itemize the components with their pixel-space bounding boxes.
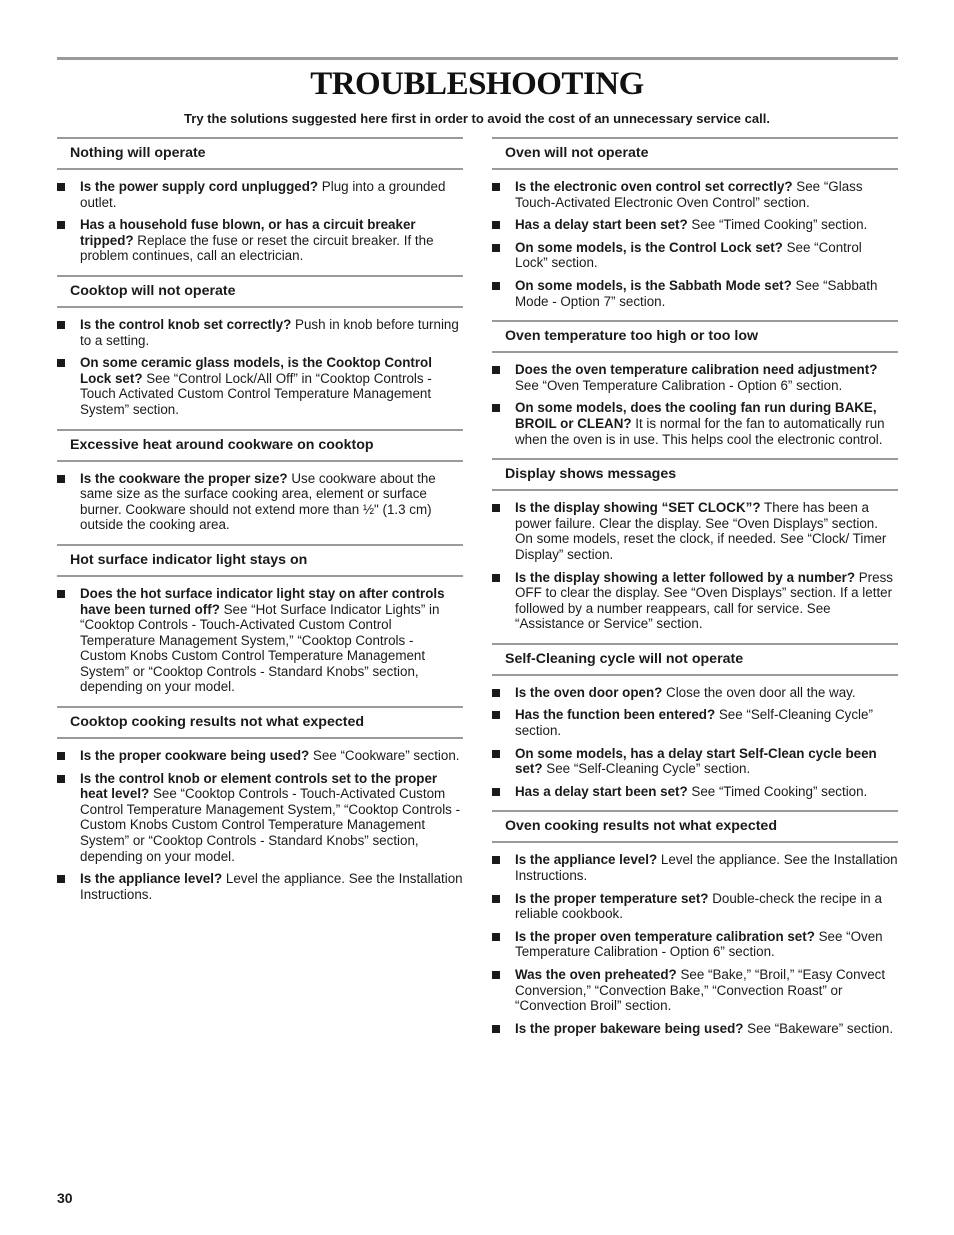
item-answer: Use cookware about the same size as the surface cooking area, element or surface burner. Cookware should not extend more than ½" (1.3 cm) outside the cooking area. (80, 470, 436, 533)
list-item (57, 179, 463, 210)
list-item (492, 400, 898, 447)
item-list (57, 586, 463, 695)
section-heading: Cooktop will not operate (57, 275, 463, 308)
item-answer: See “Glass Touch-Activated Electronic Oven Control” section. (515, 179, 863, 210)
list-item (492, 500, 898, 562)
item-question: Was the oven preheated? (515, 967, 677, 982)
item-question: Is the control knob or element controls set to the proper heat level? (80, 770, 438, 802)
item-answer: See “Self-Cleaning Cycle” section. (542, 761, 751, 777)
list-item (57, 748, 463, 764)
item-question: Is the proper cookware being used? (80, 748, 310, 764)
item-question: Has a delay start been set? (515, 217, 688, 233)
item-question: On some models, does the cooling fan run during BAKE, BROIL or CLEAN? (515, 400, 877, 431)
page-title: TROUBLESHOOTING (310, 66, 644, 102)
list-item (57, 871, 463, 902)
list-item (492, 179, 898, 210)
item-question: Is the proper temperature set? (515, 890, 709, 906)
left-column (57, 137, 463, 913)
item-list (492, 362, 898, 447)
item-answer: See “Oven Temperature Calibration - Option 6” section. (515, 928, 883, 960)
item-answer: See “Cookware” section. (309, 748, 460, 764)
square-bullet-icon (57, 321, 65, 329)
page-number: 30 (57, 1190, 73, 1206)
item-question: Has a household fuse blown, or has a circuit breaker tripped? (80, 217, 416, 248)
list-item (492, 852, 898, 883)
item-question: On some models, is the Sabbath Mode set? (515, 277, 792, 293)
square-bullet-icon (492, 689, 500, 697)
item-question: Has a delay start been set? (515, 783, 688, 799)
list-item (492, 362, 898, 393)
right-column (492, 137, 898, 1047)
list-item (492, 967, 898, 1014)
list-item (57, 471, 463, 533)
square-bullet-icon (57, 775, 65, 783)
item-answer: Double-check the recipe in a reliable cookbook. (515, 890, 882, 922)
troubleshooting-section (492, 643, 898, 800)
item-answer: See “Oven Temperature Calibration - Option 6” section. (515, 377, 843, 393)
troubleshooting-section (492, 320, 898, 447)
item-answer: See “Timed Cooking” section. (687, 217, 868, 233)
item-answer: There has been a power failure. Clear the display. See “Oven Displays” section. On some models, reset the clock, if needed. See “Clock/ Timer Display” section. (515, 500, 887, 562)
list-item (492, 746, 898, 777)
item-question: Does the oven temperature calibration need adjustment? (515, 362, 878, 378)
list-item (492, 240, 898, 271)
square-bullet-icon (492, 895, 500, 903)
square-bullet-icon (57, 359, 65, 367)
item-answer: See “Self-Cleaning Cycle” section. (515, 707, 873, 739)
item-question: Is the oven door open? (515, 684, 663, 700)
square-bullet-icon (492, 933, 500, 941)
troubleshooting-section (492, 458, 898, 632)
section-heading: Self-Cleaning cycle will not operate (492, 643, 898, 676)
item-question: Is the display showing a letter followed by a number? (515, 569, 856, 585)
list-item (57, 771, 463, 865)
section-heading: Nothing will operate (57, 137, 463, 170)
item-list (492, 852, 898, 1036)
item-list (57, 471, 463, 533)
troubleshooting-section (492, 137, 898, 309)
item-list (57, 748, 463, 902)
list-item (492, 929, 898, 960)
square-bullet-icon (492, 1025, 500, 1033)
section-heading: Oven will not operate (492, 137, 898, 170)
item-answer: See “Cooktop Controls - Touch-Activated Custom Control Temperature Management System,” “Cooktop Controls - Custom Knobs Custom Control Temperature Management System” or “Cooktop Controls - Standard Knobs” section, depending on your model. (80, 786, 461, 864)
section-heading: Hot surface indicator light stays on (57, 544, 463, 577)
troubleshooting-section (57, 137, 463, 264)
item-list (492, 500, 898, 632)
square-bullet-icon (492, 971, 500, 979)
list-item (57, 355, 463, 417)
item-question: Is the proper oven temperature calibration set? (515, 928, 815, 944)
item-answer: See “Bake,” “Broil,” “Easy Convect Conversion,” “Convection Bake,” “Convection Roast” or “Convection Broil” section. (515, 967, 886, 1014)
square-bullet-icon (492, 282, 500, 290)
item-question: Is the electronic oven control set correctly? (515, 179, 793, 194)
list-item (57, 217, 463, 264)
item-answer: See “Sabbath Mode - Option 7” section. (515, 277, 878, 309)
item-question: On some models, is the Control Lock set? (515, 239, 783, 255)
square-bullet-icon (492, 574, 500, 582)
troubleshooting-section (57, 275, 463, 418)
item-answer: Push in knob before turning to a setting. (80, 316, 459, 348)
item-question: Is the proper bakeware being used? (515, 1020, 744, 1036)
square-bullet-icon (57, 590, 65, 598)
section-heading: Oven cooking results not what expected (492, 810, 898, 843)
square-bullet-icon (57, 183, 65, 191)
item-list (492, 179, 898, 309)
item-answer: Close the oven door all the way. (662, 684, 856, 700)
item-answer: Plug into a grounded outlet. (80, 179, 446, 210)
item-answer: Level the appliance. See the Installation Instructions. (80, 871, 463, 902)
item-question: On some ceramic glass models, is the Cooktop Control Lock set? (80, 355, 432, 386)
list-item (492, 217, 898, 233)
square-bullet-icon (492, 711, 500, 719)
square-bullet-icon (492, 788, 500, 796)
list-item (492, 891, 898, 922)
item-answer: Replace the fuse or reset the circuit breaker. If the problem continues, call an electrician. (80, 232, 434, 264)
square-bullet-icon (492, 856, 500, 864)
square-bullet-icon (492, 366, 500, 374)
list-item (492, 1021, 898, 1037)
item-question: On some models, has a delay start Self-Clean cycle been set? (515, 745, 877, 777)
square-bullet-icon (492, 221, 500, 229)
list-item (492, 570, 898, 632)
item-question: Is the display showing “SET CLOCK”? (515, 500, 761, 516)
square-bullet-icon (492, 183, 500, 191)
list-item (57, 586, 463, 695)
square-bullet-icon (57, 475, 65, 483)
square-bullet-icon (492, 404, 500, 412)
list-item (492, 707, 898, 738)
section-heading: Excessive heat around cookware on cooktop (57, 429, 463, 462)
item-question: Is the cookware the proper size? (80, 470, 288, 486)
item-list (57, 179, 463, 264)
item-answer: It is normal for the fan to automatically run when the oven is in use. This helps cool the electronic control. (515, 415, 885, 447)
item-answer: See “Bakeware” section. (743, 1020, 894, 1036)
section-heading: Display shows messages (492, 458, 898, 491)
square-bullet-icon (57, 875, 65, 883)
troubleshooting-section (57, 544, 463, 695)
square-bullet-icon (57, 752, 65, 760)
square-bullet-icon (492, 244, 500, 252)
item-answer: See “Control Lock” section. (515, 239, 862, 271)
section-heading: Cooktop cooking results not what expected (57, 706, 463, 739)
list-item (492, 278, 898, 309)
item-question: Is the control knob set correctly? (80, 316, 292, 332)
item-question: Does the hot surface indicator light stay on after controls have been turned off? (80, 585, 445, 617)
item-question: Is the appliance level? (80, 871, 223, 887)
list-item (492, 685, 898, 701)
page-subtitle: Try the solutions suggested here first in order to avoid the cost of an unnecessary service call. (184, 111, 770, 126)
square-bullet-icon (492, 750, 500, 758)
square-bullet-icon (492, 504, 500, 512)
troubleshooting-section (57, 429, 463, 533)
square-bullet-icon (57, 221, 65, 229)
list-item (57, 317, 463, 348)
item-question: Has the function been entered? (515, 707, 716, 723)
item-answer: See “Hot Surface Indicator Lights” in “Cooktop Controls - Touch-Activated Custom Control Temperature Management System,” “Cooktop Controls - Custom Knobs Custom Control Temperature Management System” or “Cooktop Controls - Standard Knobs” section, depending on your model. (80, 601, 440, 695)
item-question: Is the appliance level? (515, 852, 658, 868)
troubleshooting-section (492, 810, 898, 1036)
item-answer: Press OFF to clear the display. See “Oven Displays” section. If a letter followed by a number reappears, call for service. See “Assistance or Service” section. (515, 569, 893, 632)
list-item (492, 784, 898, 800)
item-answer: See “Timed Cooking” section. (687, 783, 868, 799)
item-list (57, 317, 463, 418)
item-question: Is the power supply cord unplugged? (80, 179, 319, 194)
section-heading: Oven temperature too high or too low (492, 320, 898, 353)
item-answer: Level the appliance. See the Installation Instructions. (515, 852, 898, 884)
item-answer: See “Control Lock/All Off” in “Cooktop Controls - Touch Activated Custom Control Temperature Management System” section. (80, 370, 432, 417)
troubleshooting-section (57, 706, 463, 902)
item-list (492, 685, 898, 800)
top-rule (57, 57, 898, 60)
